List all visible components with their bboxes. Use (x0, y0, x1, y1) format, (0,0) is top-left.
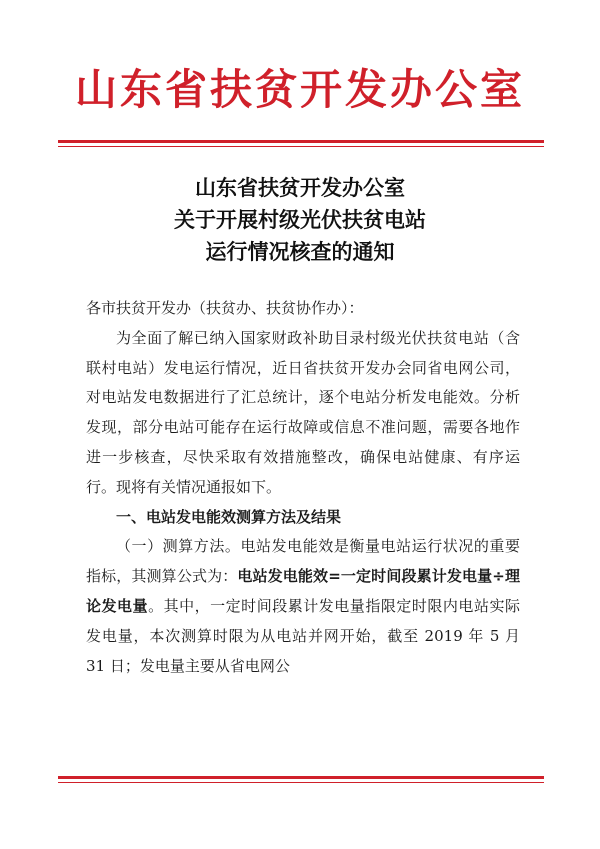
footer-rule-thick (58, 776, 544, 779)
title-line-2: 关于开展村级光伏扶贫电站 (174, 208, 426, 232)
title-line-3: 运行情况核查的通知 (205, 240, 395, 264)
section-heading-1: 一、电站发电能效测算方法及结果 (116, 507, 342, 526)
document-title (0, 172, 600, 268)
document-body (86, 294, 520, 681)
formula-text: 电站发电能效=一定时间段累计发电量÷理论发电量 (86, 567, 520, 615)
red-rule-thin (58, 146, 544, 147)
red-rule-thick (58, 140, 544, 143)
title-line-1: 山东省扶贫开发办公室 (195, 176, 405, 200)
masthead-title: 山东省扶贫开发办公室 (74, 65, 525, 114)
method-rest-text: 。其中，一定时间段累计发电量指限定时限内电站实际发电量，本次测算时限为从电站并网开始，截至 2019 年 5 月 31 日；发电量主要从省电网公 (86, 596, 520, 675)
footer-rule-thin (58, 782, 544, 783)
method-paragraph (86, 532, 520, 681)
intro-paragraph: 为全面了解已纳入国家财政补助目录村级光伏扶贫电站（含联村电站）发电运行情况，近日省扶贫开发办会同省电网公司，对电站发电数据进行了汇总统计，逐个电站分析发电能效。分析发现，部分电站可能存在运行故障或信息不准问题，需要各地作进一步核查，尽快采取有效措施整改，确保电站健康、有序运行。现将有关情况通报如下。 (86, 328, 520, 496)
method-intro-text: （一）测算方法。电站发电能效是衡量电站运行状况的重要指标，其测算公式为： (86, 537, 520, 586)
salutation: 各市扶贫开发办（扶贫办、扶贫协作办）： (86, 299, 364, 317)
